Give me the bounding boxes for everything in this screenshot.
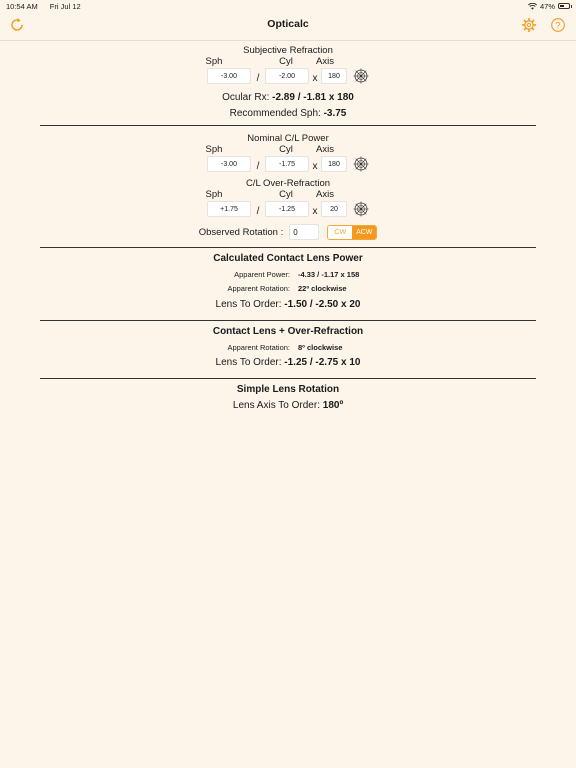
calc-title: Calculated Contact Lens Power	[213, 253, 363, 264]
apparent-rotation-label: Apparent Rotation:	[227, 284, 290, 293]
divider	[40, 320, 536, 321]
calc-section	[0, 253, 576, 310]
subjective-title: Subjective Refraction	[243, 45, 333, 56]
apparent-power-label: Apparent Power:	[234, 270, 290, 279]
lens-to-order-value: -1.50 / -2.50 x 20	[284, 299, 361, 310]
x-separator: x	[312, 206, 318, 217]
axis-wheel-icon[interactable]	[353, 201, 369, 217]
lens-to-order-label: Lens To Order:	[215, 357, 282, 368]
divider	[40, 125, 536, 126]
lens-to-order-line	[0, 299, 576, 310]
wifi-icon	[528, 3, 537, 10]
cw-segment[interactable]: CW	[328, 226, 352, 239]
status-date: Fri Jul 12	[49, 1, 81, 11]
help-icon[interactable]	[550, 17, 566, 33]
axis-wheel-icon[interactable]	[353, 68, 369, 84]
battery-fill	[560, 5, 564, 7]
over-sph-input[interactable]: +1.75	[207, 201, 251, 217]
slash-separator: /	[256, 206, 260, 217]
lens-to-order-line	[0, 357, 576, 368]
status-time: 10:54 AM	[6, 1, 38, 11]
divider	[40, 247, 536, 248]
axis-label: Axis	[316, 189, 334, 200]
recommended-sph-line	[0, 108, 576, 119]
ocular-rx-value: -2.89 / -1.81 x 180	[272, 92, 354, 103]
nominal-title: Nominal C/L Power	[247, 133, 329, 144]
apparent-rotation-line	[0, 343, 576, 352]
status-bar	[0, 0, 576, 12]
apparent-rotation-label: Apparent Rotation:	[227, 343, 290, 352]
slash-separator: /	[256, 73, 260, 84]
over-axis-input[interactable]: 20	[321, 201, 347, 217]
clor-title: Contact Lens + Over-Refraction	[212, 326, 364, 337]
recommended-sph-label: Recommended Sph:	[229, 108, 321, 119]
lens-axis-label: Lens Axis To Order:	[232, 400, 320, 411]
nominal-sph-input[interactable]: -3.00	[207, 156, 251, 172]
x-separator: x	[312, 161, 318, 172]
over-refraction-title: C/L Over-Refraction	[245, 178, 331, 189]
cyl-label: Cyl	[279, 189, 293, 200]
apparent-rotation-line	[0, 284, 576, 293]
sph-label: Sph	[205, 144, 223, 155]
rotation-direction-control	[327, 225, 377, 240]
axis-label: Axis	[316, 56, 334, 67]
lens-axis-line	[0, 400, 576, 411]
over-refraction-section	[0, 178, 576, 217]
lens-to-order-label: Lens To Order:	[215, 299, 282, 310]
clor-section	[0, 326, 576, 368]
nominal-section	[0, 133, 576, 172]
observed-rotation-input[interactable]: 0	[289, 224, 319, 240]
nav-bar	[0, 12, 576, 41]
x-separator: x	[312, 73, 318, 84]
subjective-sph-input[interactable]: -3.00	[207, 68, 251, 84]
nominal-axis-input[interactable]: 180	[321, 156, 347, 172]
svg-text:?: ?	[555, 20, 561, 31]
simple-section	[0, 384, 576, 411]
nominal-cyl-input[interactable]: -1.75	[265, 156, 309, 172]
sph-label: Sph	[205, 56, 223, 67]
cyl-label: Cyl	[279, 144, 293, 155]
divider	[40, 378, 536, 379]
subjective-axis-input[interactable]: 180	[321, 68, 347, 84]
lens-to-order-value: -1.25 / -2.75 x 10	[284, 357, 361, 368]
apparent-power-line	[0, 270, 576, 279]
subjective-cyl-input[interactable]: -2.00	[265, 68, 309, 84]
cyl-label: Cyl	[279, 56, 293, 67]
battery-percent: 47%	[539, 1, 555, 11]
recommended-sph-value: -3.75	[323, 108, 347, 119]
ocular-rx-line	[0, 92, 576, 103]
over-cyl-input[interactable]: -1.25	[265, 201, 309, 217]
apparent-power-value: -4.33 / -1.17 x 158	[298, 270, 360, 279]
axis-wheel-icon[interactable]	[353, 156, 369, 172]
gear-icon[interactable]	[521, 17, 537, 33]
observed-rotation-label: Observed Rotation :	[198, 226, 284, 238]
ocular-rx-label: Ocular Rx:	[222, 92, 270, 103]
rotation-row	[0, 224, 576, 240]
simple-title: Simple Lens Rotation	[236, 384, 340, 395]
battery-icon	[558, 3, 570, 9]
slash-separator: /	[256, 161, 260, 172]
apparent-rotation-value: 8º clockwise	[298, 343, 343, 352]
lens-axis-value: 180º	[322, 400, 344, 411]
subjective-section	[0, 45, 576, 119]
axis-label: Axis	[316, 144, 334, 155]
acw-segment[interactable]: ACW	[352, 226, 376, 239]
apparent-rotation-value: 22º clockwise	[298, 284, 347, 293]
sph-label: Sph	[205, 189, 223, 200]
page-title: Opticalc	[267, 18, 309, 30]
